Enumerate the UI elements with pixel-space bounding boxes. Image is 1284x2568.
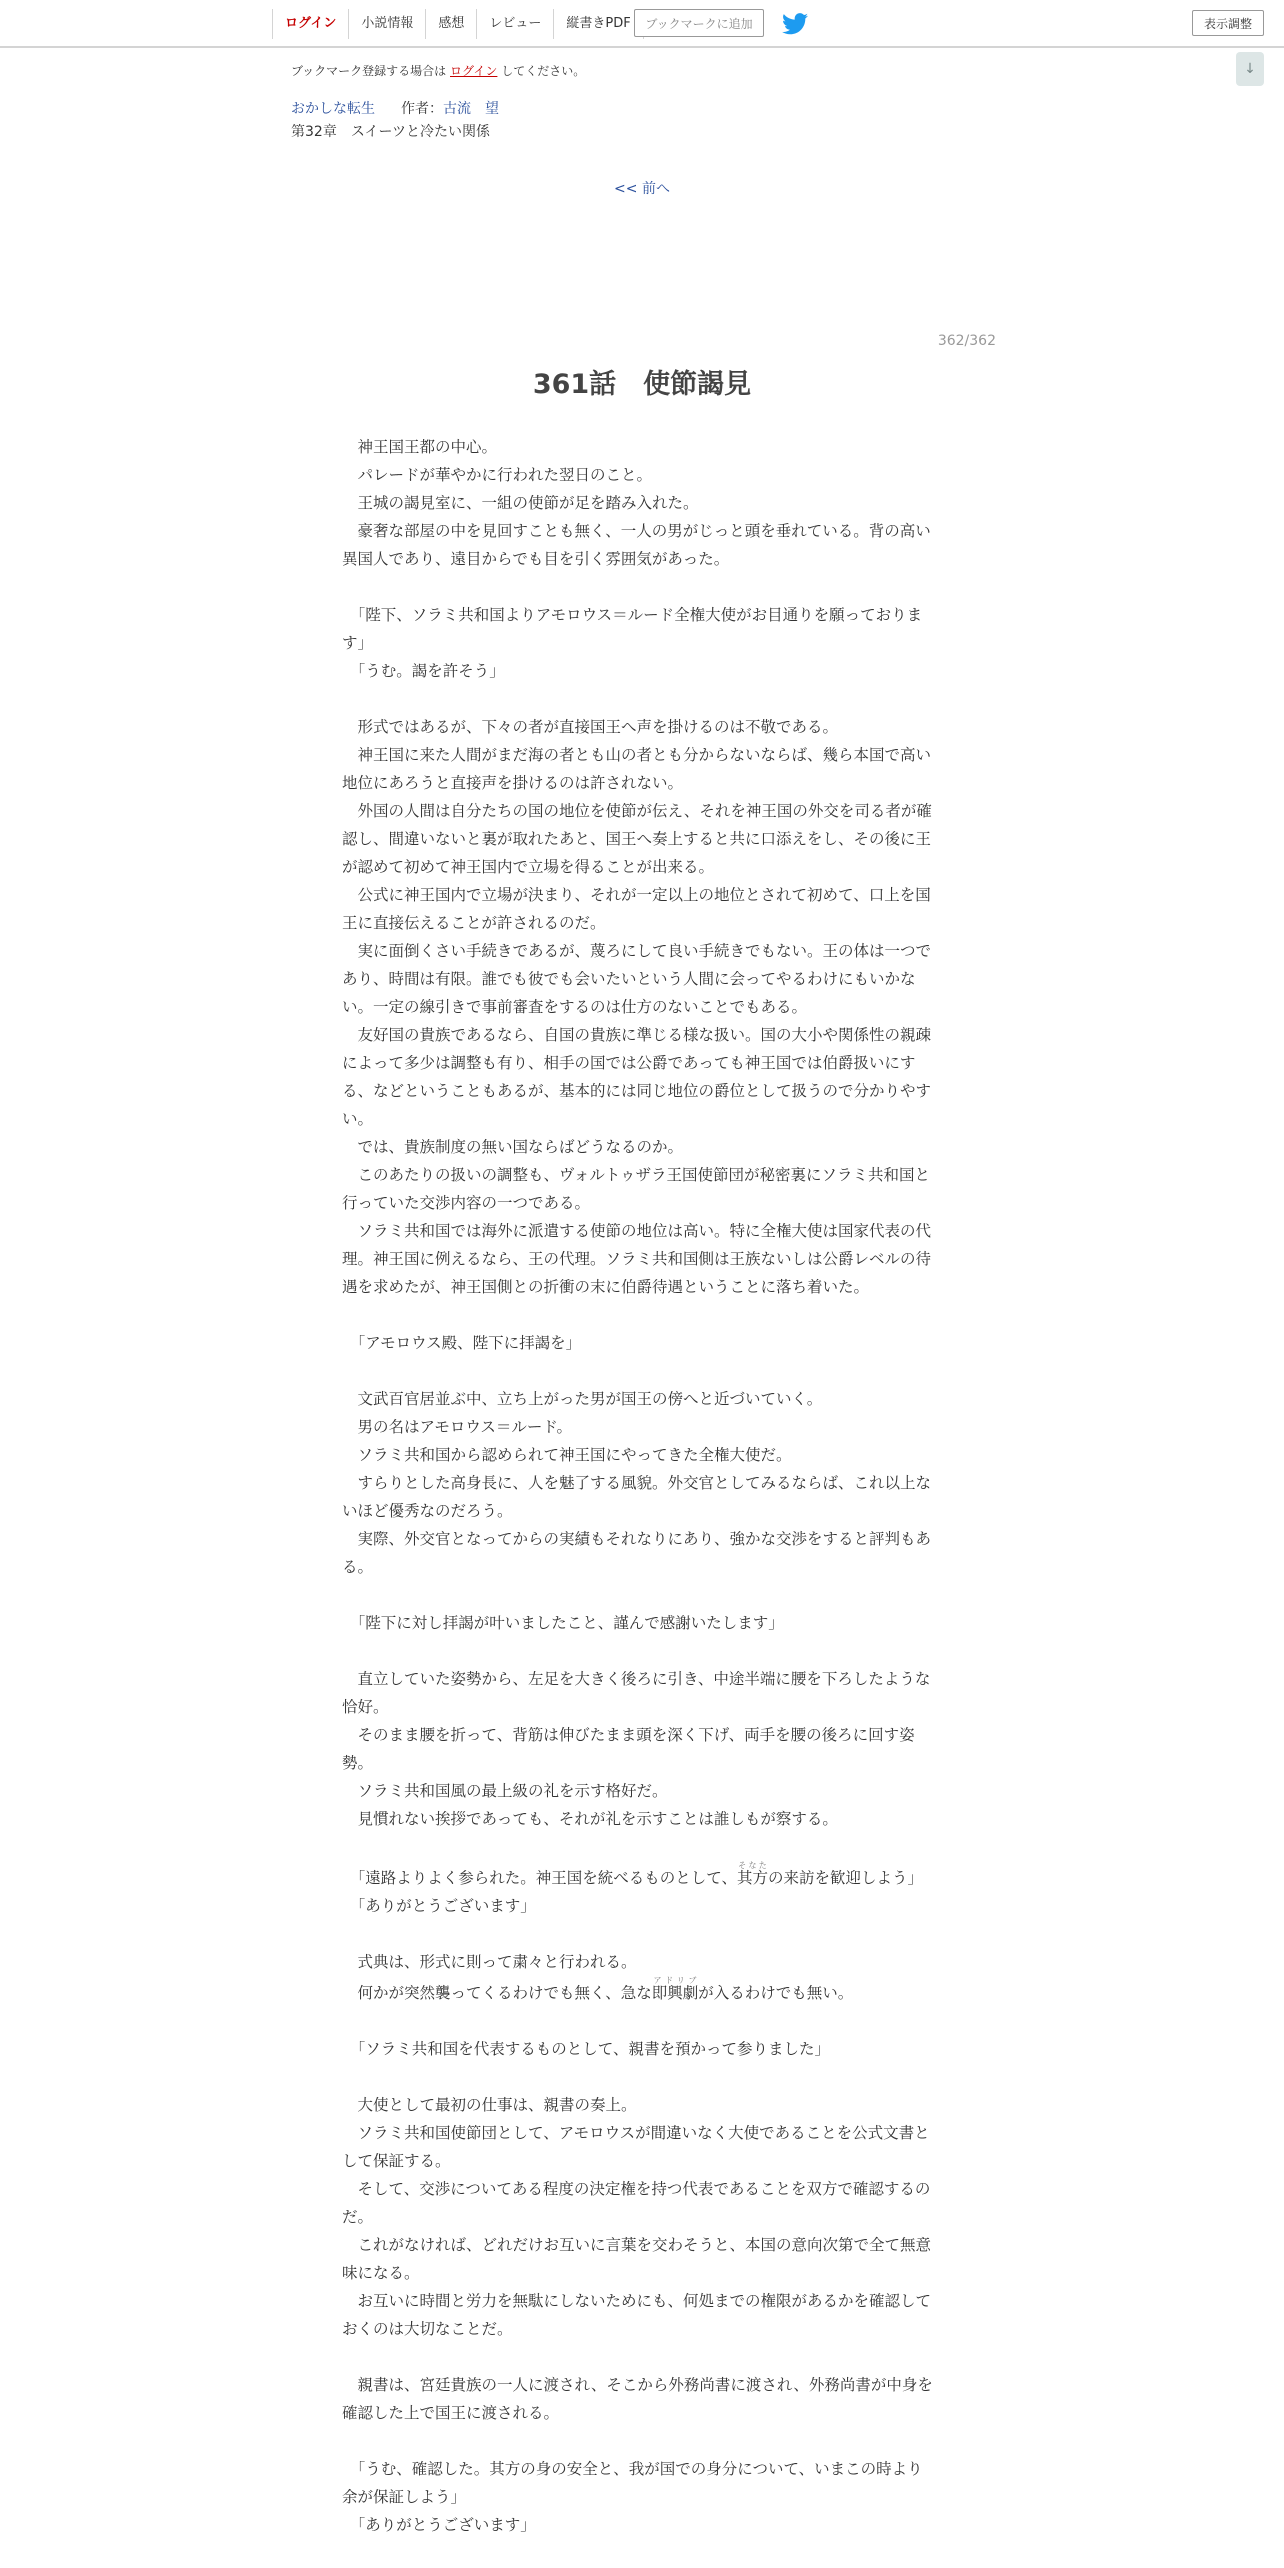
scroll-down-arrow-icon[interactable]: ↓ bbox=[1236, 52, 1264, 86]
ruby-text: 其方そなた bbox=[736, 1861, 768, 1887]
body-paragraph: 形式ではあるが、下々の者が直接国王へ声を掛けるのは不敬である。 bbox=[342, 718, 839, 736]
author-link[interactable]: 古流 望 bbox=[443, 101, 499, 117]
blank-line bbox=[342, 573, 936, 601]
body-paragraph: 文武百官居並ぶ中、立ち上がった男が国王の傍へと近づいていく。 bbox=[342, 1390, 823, 1408]
body-paragraph: そのまま腰を折って、背筋は伸びたまま頭を深く下げ、両手を腰の後ろに回す姿勢。 bbox=[342, 1726, 915, 1772]
ruby-text: 即興劇アドリブ bbox=[651, 1976, 699, 2002]
body-paragraph: 王城の謁見室に、一組の使節が足を踏み入れた。 bbox=[342, 494, 699, 512]
author-label: 作者： bbox=[401, 101, 443, 117]
body-paragraph: 「うむ。謁を許そう」 bbox=[342, 662, 505, 680]
blank-line bbox=[342, 1637, 936, 1665]
body-paragraph: そして、交渉についてある程度の決定権を持つ代表であることを双方で確認するのだ。 bbox=[342, 2180, 931, 2226]
body-paragraph: 「ありがとうございます」 bbox=[342, 2516, 536, 2534]
body-paragraph: ソラミ共和国使節団として、アモロウスが間違いなく大使であることを公式文書として保証する。 bbox=[342, 2124, 930, 2170]
nav-vertical-pdf-link[interactable]: 縦書きPDF bbox=[553, 9, 643, 39]
body-paragraph: ソラミ共和国では海外に派遣する使節の地位は高い。特に全権大使は国家代表の代理。神王国に例えるなら、王の代理。ソラミ共和国側は王族ないしは公爵レベルの待遇を求めたが、神王国側との折衝の末に伯爵待遇ということに落ち着いた。 bbox=[342, 1222, 932, 1296]
novel-body-text bbox=[342, 433, 936, 2539]
novel-info bbox=[291, 98, 499, 118]
body-paragraph: 大使として最初の仕事は、親書の奏上。 bbox=[342, 2096, 637, 2114]
body-paragraph: 実際、外交官となってからの実績もそれなりにあり、強かな交渉をすると評判もある。 bbox=[342, 1530, 932, 1576]
prev-page-link[interactable]: << 前へ bbox=[614, 181, 670, 197]
chapter-title: 第32章 スイーツと冷たい関係 bbox=[291, 124, 490, 140]
header-nav bbox=[272, 9, 644, 39]
body-paragraph: 見慣れない挨拶であっても、それが礼を示すことは誰しもが察する。 bbox=[342, 1810, 838, 1828]
nav-novel-info-link[interactable]: 小説情報 bbox=[348, 9, 425, 39]
blank-line bbox=[342, 1357, 936, 1385]
body-paragraph: 「うむ、確認した。其方の身の安全と、我が国での身分について、いまこの時より余が保証しよう」 bbox=[342, 2460, 923, 2506]
blank-line bbox=[342, 1301, 936, 1329]
body-paragraph: 外国の人間は自分たちの国の地位を使節が伝え、それを神王国の外交を司る者が確認し、間違いないと裏が取れたあと、国王へ奏上すると共に口添えをし、その後に王が認めて初めて神王国内で立場を得ることが出来る。 bbox=[342, 802, 932, 876]
blank-line bbox=[342, 2063, 936, 2091]
notice-text-before: ブックマーク登録する場合は bbox=[291, 64, 447, 78]
body-paragraph: 「陛下に対し拝謁が叶いましたこと、謹んで感謝いたします」 bbox=[342, 1614, 784, 1632]
body-paragraph: 「ありがとうございます」 bbox=[342, 1897, 536, 1915]
body-paragraph: このあたりの扱いの調整も、ヴォルトゥザラ王国使節団が秘密裏にソラミ共和国と行っていた交渉内容の一つである。 bbox=[342, 1166, 930, 1212]
body-paragraph: パレードが華やかに行われた翌日のこと。 bbox=[342, 466, 653, 484]
body-paragraph: お互いに時間と労力を無駄にしないためにも、何処までの権限があるかを確認しておくのは大切なことだ。 bbox=[342, 2292, 932, 2338]
site-header bbox=[0, 0, 1284, 48]
body-paragraph: 直立していた姿勢から、左足を大きく後ろに引き、中途半端に腰を下ろしたような恰好。 bbox=[342, 1670, 931, 1716]
body-paragraph: 「遠路よりよく参られた。神王国を統べるものとして、其方そなたの来訪を歓迎しよう」 bbox=[342, 1861, 923, 1887]
notice-text-after: してください。 bbox=[501, 64, 586, 78]
body-paragraph: ソラミ共和国から認められて神王国にやってきた全権大使だ。 bbox=[342, 1446, 792, 1464]
body-paragraph: 神王国に来た人間がまだ海の者とも山の者とも分からないならば、幾ら本国で高い地位にあろうと直接声を掛けるのは許されない。 bbox=[342, 746, 932, 792]
page-count: 362/362 bbox=[937, 333, 996, 349]
blank-line bbox=[342, 685, 936, 713]
episode-title: 361話 使節謁見 bbox=[532, 369, 752, 400]
body-paragraph: 「アモロウス殿、陛下に拝謁を」 bbox=[342, 1334, 582, 1352]
body-paragraph: 男の名はアモロウス＝ルード。 bbox=[342, 1418, 573, 1436]
blank-line bbox=[342, 2007, 936, 2035]
body-paragraph: すらりとした高身長に、人を魅了する風貌。外交官としてみるならば、これ以上ないほど優秀なのだろう。 bbox=[342, 1474, 932, 1520]
body-paragraph: 実に面倒くさい手続きであるが、蔑ろにして良い手続きでもない。王の体は一つであり、時間は有限。誰でも彼でも会いたいという人間に会ってやるわけにもいかない。一定の線引きで事前審査をするのは仕方のないことでもある。 bbox=[342, 942, 932, 1016]
blank-line bbox=[342, 2427, 936, 2455]
body-paragraph: 公式に神王国内で立場が決まり、それが一定以上の地位とされて初めて、口上を国王に直接伝えることが許されるのだ。 bbox=[342, 886, 931, 932]
blank-line bbox=[342, 1581, 936, 1609]
nav-review-link[interactable]: レビュー bbox=[476, 9, 553, 39]
body-paragraph: これがなければ、どれだけお互いに言葉を交わそうと、本国の意向次第で全て無意味になる。 bbox=[342, 2236, 932, 2282]
notice-login-link[interactable]: ログイン bbox=[450, 64, 498, 78]
display-settings-button[interactable]: 表示調整 bbox=[1192, 10, 1264, 36]
body-paragraph: 「陛下、ソラミ共和国よりアモロウス＝ルード全権大使がお目通りを願っております」 bbox=[342, 606, 923, 652]
body-paragraph: 何かが突然襲ってくるわけでも無く、急な即興劇アドリブが入るわけでも無い。 bbox=[342, 1976, 854, 2002]
bookmark-login-notice bbox=[291, 62, 585, 79]
blank-line bbox=[342, 1920, 936, 1948]
nav-impressions-link[interactable]: 感想 bbox=[425, 9, 476, 39]
blank-line bbox=[342, 1833, 936, 1861]
body-paragraph: 神王国王都の中心。 bbox=[342, 438, 498, 456]
body-paragraph: 豪奢な部屋の中を見回すことも無く、一人の男がじっと頭を垂れている。背の高い異国人であり、遠目からでも目を引く雰囲気があった。 bbox=[342, 522, 931, 568]
body-paragraph: 「ソラミ共和国を代表するものとして、親書を預かって参りました」 bbox=[342, 2040, 830, 2058]
twitter-bird-icon[interactable] bbox=[782, 13, 808, 35]
nav-login-link[interactable]: ログイン bbox=[272, 9, 348, 39]
body-paragraph: 式典は、形式に則って粛々と行われる。 bbox=[342, 1953, 637, 1971]
add-bookmark-button[interactable]: ブックマークに追加 bbox=[634, 9, 764, 37]
body-paragraph: 友好国の貴族であるなら、自国の貴族に準じる様な扱い。国の大小や関係性の親疎によって多少は調整も有り、相手の国では公爵であっても神王国では伯爵扱いにする、などということもあるが、基本的には同じ地位の爵位として扱うので分かりやすい。 bbox=[342, 1026, 932, 1128]
body-paragraph: ソラミ共和国風の最上級の礼を示す格好だ。 bbox=[342, 1782, 668, 1800]
body-paragraph: では、貴族制度の無い国ならばどうなるのか。 bbox=[342, 1138, 684, 1156]
novel-title-link[interactable]: おかしな転生 bbox=[291, 101, 375, 117]
body-paragraph: 親書は、宮廷貴族の一人に渡され、そこから外務尚書に渡され、外務尚書が中身を確認した上で国王に渡される。 bbox=[342, 2376, 933, 2422]
blank-line bbox=[342, 2343, 936, 2371]
